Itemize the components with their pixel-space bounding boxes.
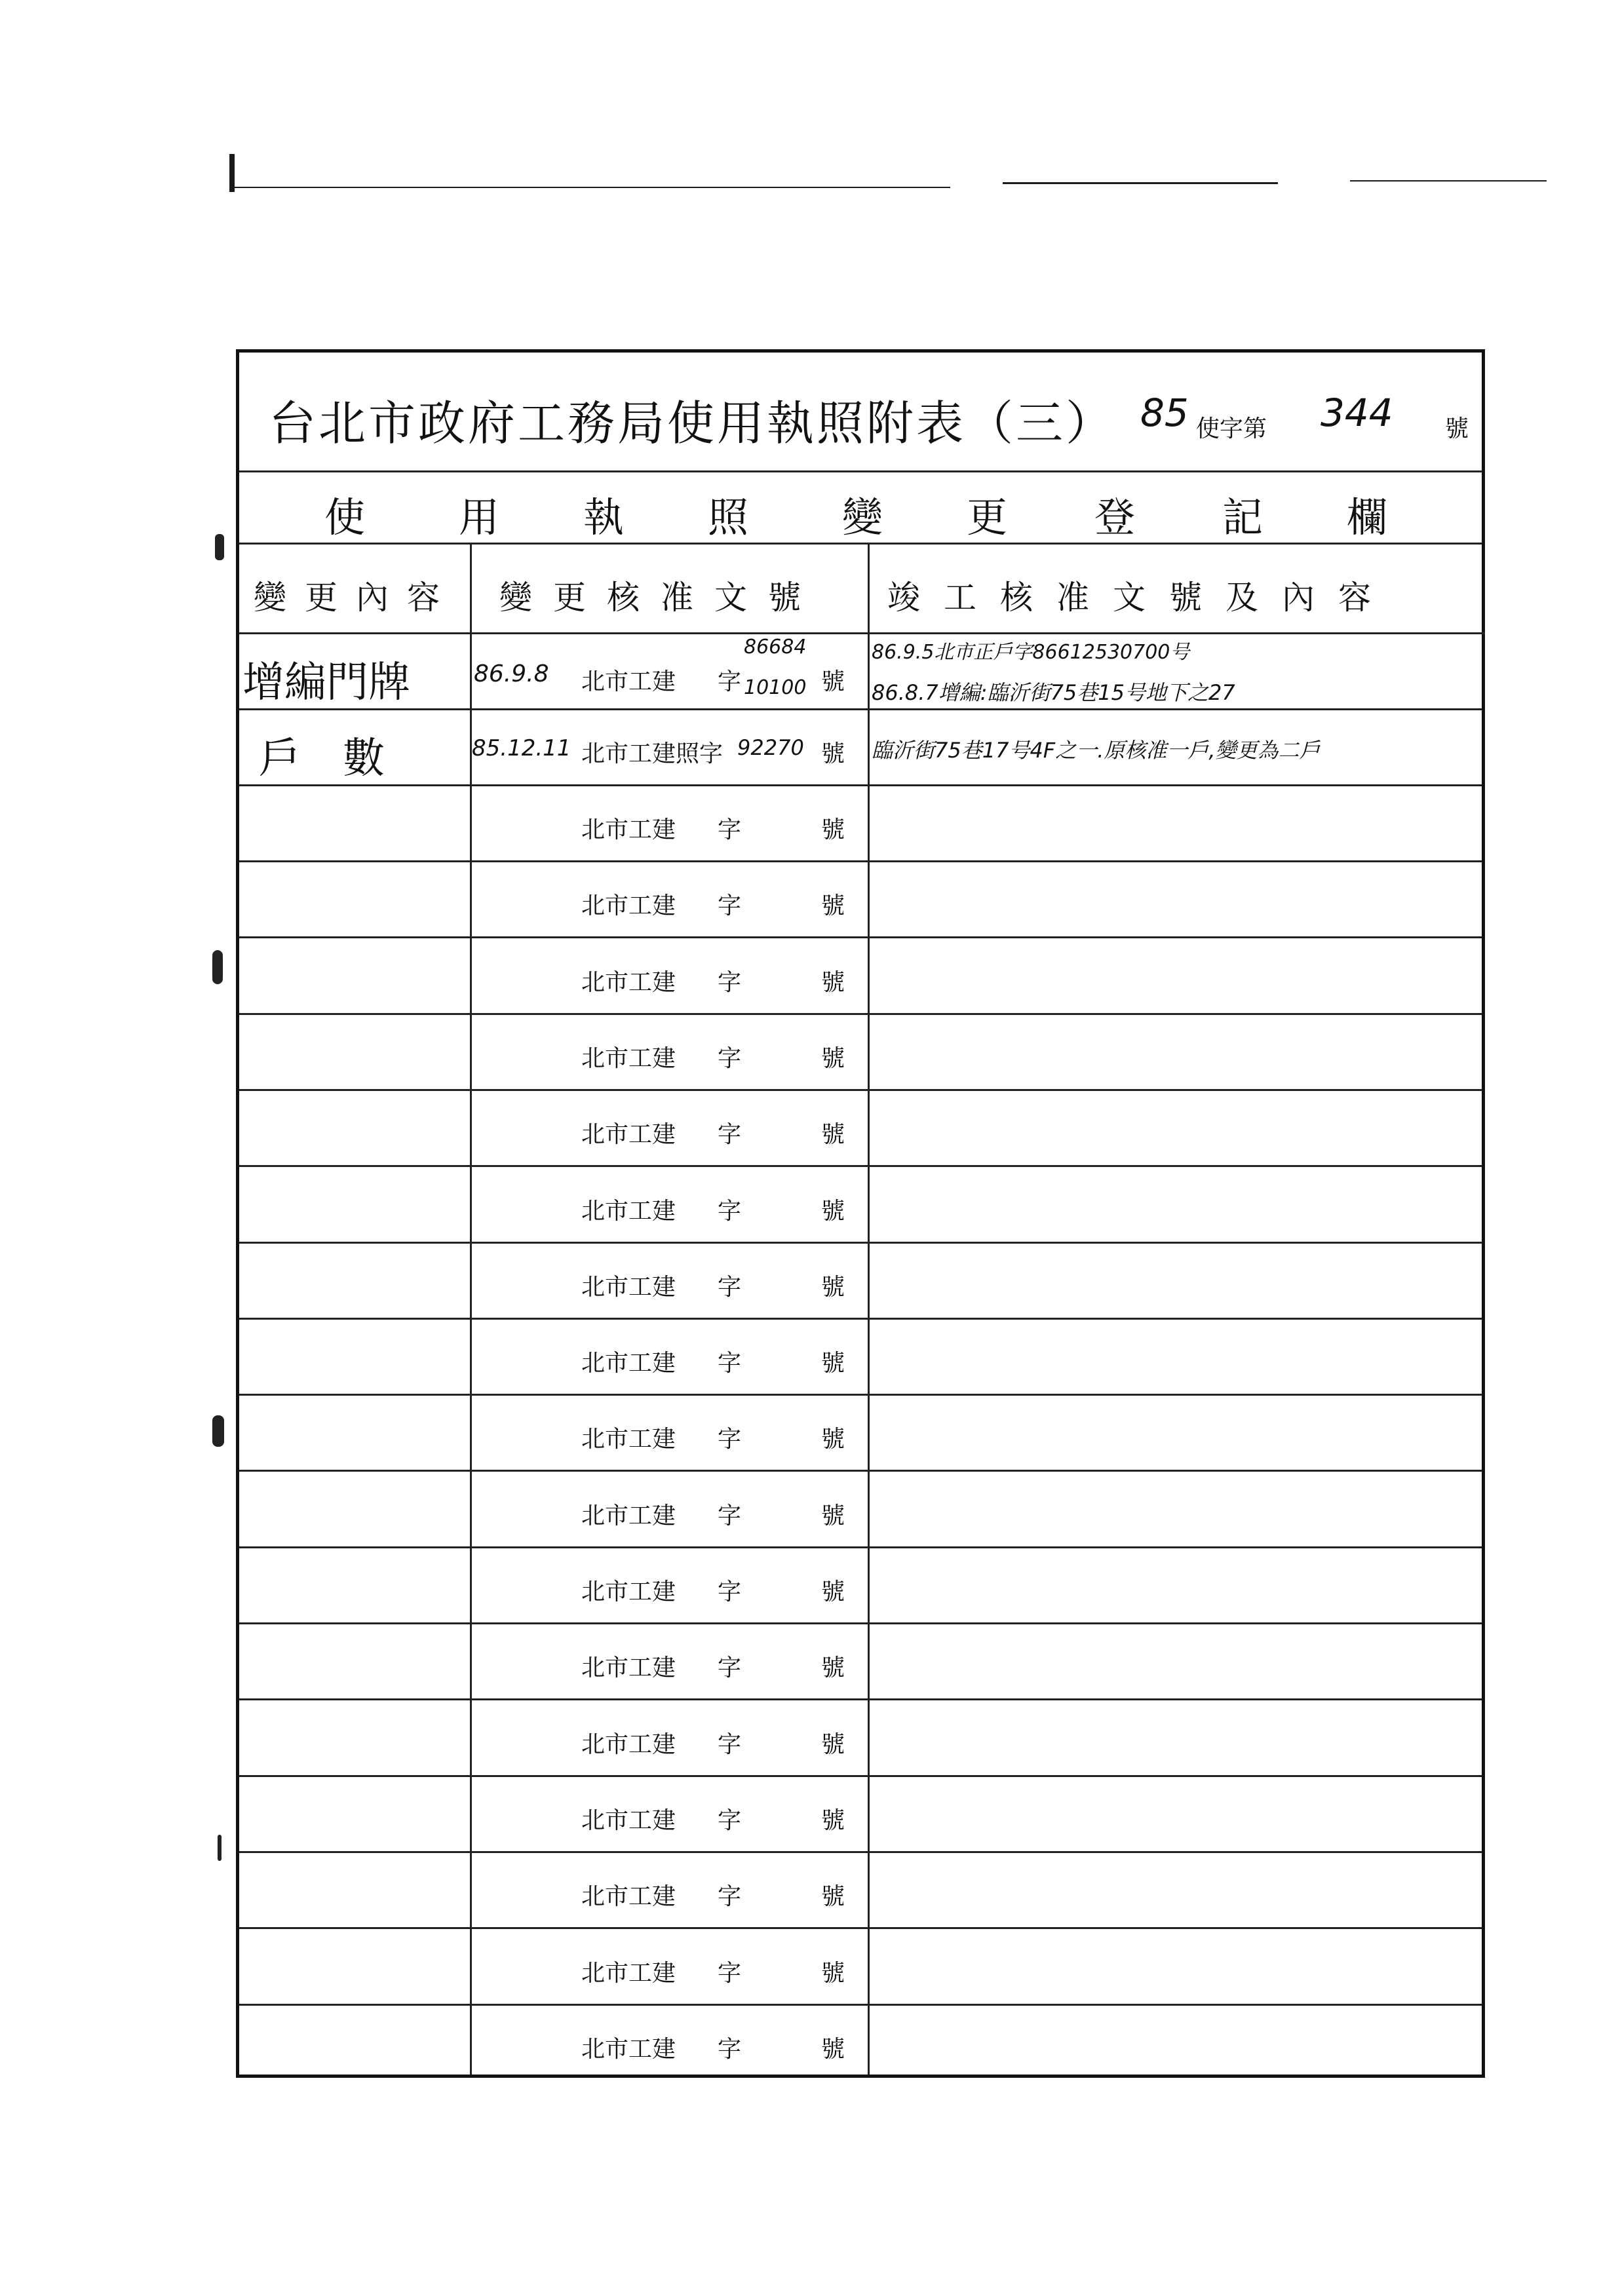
- license-suffix: 號: [1445, 415, 1469, 442]
- section-title-char: 更: [967, 493, 1008, 541]
- blank-entry-row: [239, 1320, 1482, 1396]
- row-prefix: 北市工建: [581, 1045, 676, 1072]
- row-zi: 字: [718, 1960, 742, 1987]
- row-zi: 字: [718, 1274, 742, 1301]
- usage-license-form: [236, 349, 1485, 2078]
- entry-completion-line1: 86.9.5北市正戶字86612530700号: [872, 641, 1190, 664]
- entry-number: 92270: [737, 735, 804, 760]
- blank-entry-row: [239, 1853, 1482, 1929]
- row-zi: 字: [718, 2036, 742, 2063]
- blank-entry-row: [239, 1396, 1482, 1472]
- blank-entry-row: [239, 1624, 1482, 1700]
- row-prefix: 北市工建: [581, 1274, 676, 1301]
- row-zi: 字: [718, 1198, 742, 1225]
- row-zi: 字: [718, 969, 742, 996]
- row-hao: 號: [821, 892, 845, 919]
- row-zi: 字: [718, 1121, 742, 1148]
- scan-artifact-line: [229, 187, 950, 188]
- row-prefix: 北市工建: [581, 1426, 676, 1453]
- blank-entry-row: [239, 1930, 1482, 2006]
- blank-entry-row: [239, 1091, 1482, 1167]
- entry-date: 85.12.11: [472, 735, 571, 761]
- section-title-char: 照: [708, 493, 749, 541]
- license-number: 344: [1321, 391, 1393, 435]
- blank-entry-row: [239, 1701, 1482, 1777]
- section-title-char: 執: [583, 493, 625, 541]
- row-hao: 號: [821, 969, 845, 996]
- blank-entry-row: [239, 1168, 1482, 1244]
- row-prefix: 北市工建: [581, 1350, 676, 1377]
- row-hao: 號: [821, 1655, 845, 1681]
- row-zi: 字: [718, 1807, 742, 1834]
- row-prefix: 北市工建: [581, 1731, 676, 1758]
- row-zi: 字: [718, 1350, 742, 1377]
- row-zi: 字: [718, 1502, 742, 1529]
- section-title-char: 欄: [1347, 493, 1388, 541]
- section-title-row: [239, 470, 1482, 545]
- scan-speck: [212, 1415, 224, 1447]
- entry-prefix: 北市工建: [581, 668, 676, 695]
- blank-entry-row: [239, 2006, 1482, 2082]
- blank-entry-row: [239, 939, 1482, 1015]
- blank-entry-row: [239, 786, 1482, 862]
- entry-zi: 字: [718, 668, 742, 695]
- section-title-char: 登: [1094, 493, 1136, 541]
- section-title-char: 記: [1222, 493, 1263, 541]
- scan-speck: [212, 950, 223, 984]
- row-hao: 號: [821, 1807, 845, 1834]
- scan-artifact-line: [1003, 182, 1278, 184]
- scan-artifact-line: [1350, 180, 1547, 182]
- row-zi: 字: [718, 1731, 742, 1758]
- entry-content: 增編門牌: [242, 659, 410, 707]
- row-hao: 號: [821, 2036, 845, 2063]
- col-header-approval-number: 變更核准文號: [470, 543, 868, 634]
- row-prefix: 北市工建: [581, 1655, 676, 1681]
- row-hao: 號: [821, 1960, 845, 1987]
- col-header-completion: 竣工核准文號及內容: [868, 543, 1485, 634]
- entry-hao: 號: [821, 668, 845, 695]
- entry-content: 戶 數: [259, 735, 385, 783]
- row-hao: 號: [821, 1502, 845, 1529]
- row-hao: 號: [821, 1045, 845, 1072]
- section-title-char: 變: [842, 493, 883, 541]
- row-zi: 字: [718, 1045, 742, 1072]
- entry-hao: 號: [821, 740, 845, 767]
- row-prefix: 北市工建: [581, 2036, 676, 2063]
- form-header: [239, 353, 1482, 472]
- section-title-char: 使: [324, 493, 366, 541]
- entry-number-top: 86684: [744, 636, 807, 659]
- entry-date: 86.9.8: [474, 660, 549, 687]
- row-zi: 字: [718, 1883, 742, 1910]
- section-title-char: 用: [459, 493, 500, 541]
- row-prefix: 北市工建: [581, 1121, 676, 1148]
- row-prefix: 北市工建: [581, 816, 676, 843]
- row-hao: 號: [821, 1121, 845, 1148]
- blank-entry-row: [239, 862, 1482, 938]
- row-hao: 號: [821, 1883, 845, 1910]
- entry-completion-line2: 86.8.7增編:臨沂街75巷15号地下之27: [872, 680, 1235, 705]
- row-zi: 字: [718, 1578, 742, 1605]
- row-prefix: 北市工建: [581, 1807, 676, 1834]
- row-hao: 號: [821, 1198, 845, 1225]
- blank-entry-row: [239, 1777, 1482, 1853]
- row-prefix: 北市工建: [581, 1883, 676, 1910]
- row-prefix: 北市工建: [581, 892, 676, 919]
- scan-speck: [218, 1835, 222, 1861]
- entry-completion-line1: 臨沂街75巷17号4F之一.原核准一戶,變更為二戶: [872, 738, 1321, 763]
- scan-artifact-mark: [229, 154, 235, 192]
- blank-entry-row: [239, 1244, 1482, 1320]
- row-zi: 字: [718, 892, 742, 919]
- entry-number-bottom: 10100: [744, 676, 807, 699]
- entry-prefix: 北市工建照字: [581, 740, 723, 767]
- row-zi: 字: [718, 1655, 742, 1681]
- row-zi: 字: [718, 816, 742, 843]
- row-prefix: 北市工建: [581, 1960, 676, 1987]
- blank-entry-row: [239, 1548, 1482, 1624]
- row-hao: 號: [821, 1350, 845, 1377]
- blank-entry-row: [239, 1472, 1482, 1548]
- row-prefix: 北市工建: [581, 1198, 676, 1225]
- row-hao: 號: [821, 1578, 845, 1605]
- col-header-change-content: 變更內容: [239, 543, 470, 634]
- entry-row: [239, 634, 1482, 710]
- row-hao: 號: [821, 1731, 845, 1758]
- scan-speck: [215, 534, 224, 560]
- entry-row: [239, 710, 1482, 786]
- license-word: 使字第: [1196, 415, 1267, 442]
- blank-entry-row: [239, 1015, 1482, 1091]
- row-prefix: 北市工建: [581, 1578, 676, 1605]
- row-prefix: 北市工建: [581, 1502, 676, 1529]
- row-hao: 號: [821, 816, 845, 843]
- row-hao: 號: [821, 1426, 845, 1453]
- row-zi: 字: [718, 1426, 742, 1453]
- license-year: 85: [1140, 391, 1189, 435]
- row-hao: 號: [821, 1274, 845, 1301]
- form-title: 台北市政府工務局使用執照附表（三）: [269, 396, 1116, 451]
- row-prefix: 北市工建: [581, 969, 676, 996]
